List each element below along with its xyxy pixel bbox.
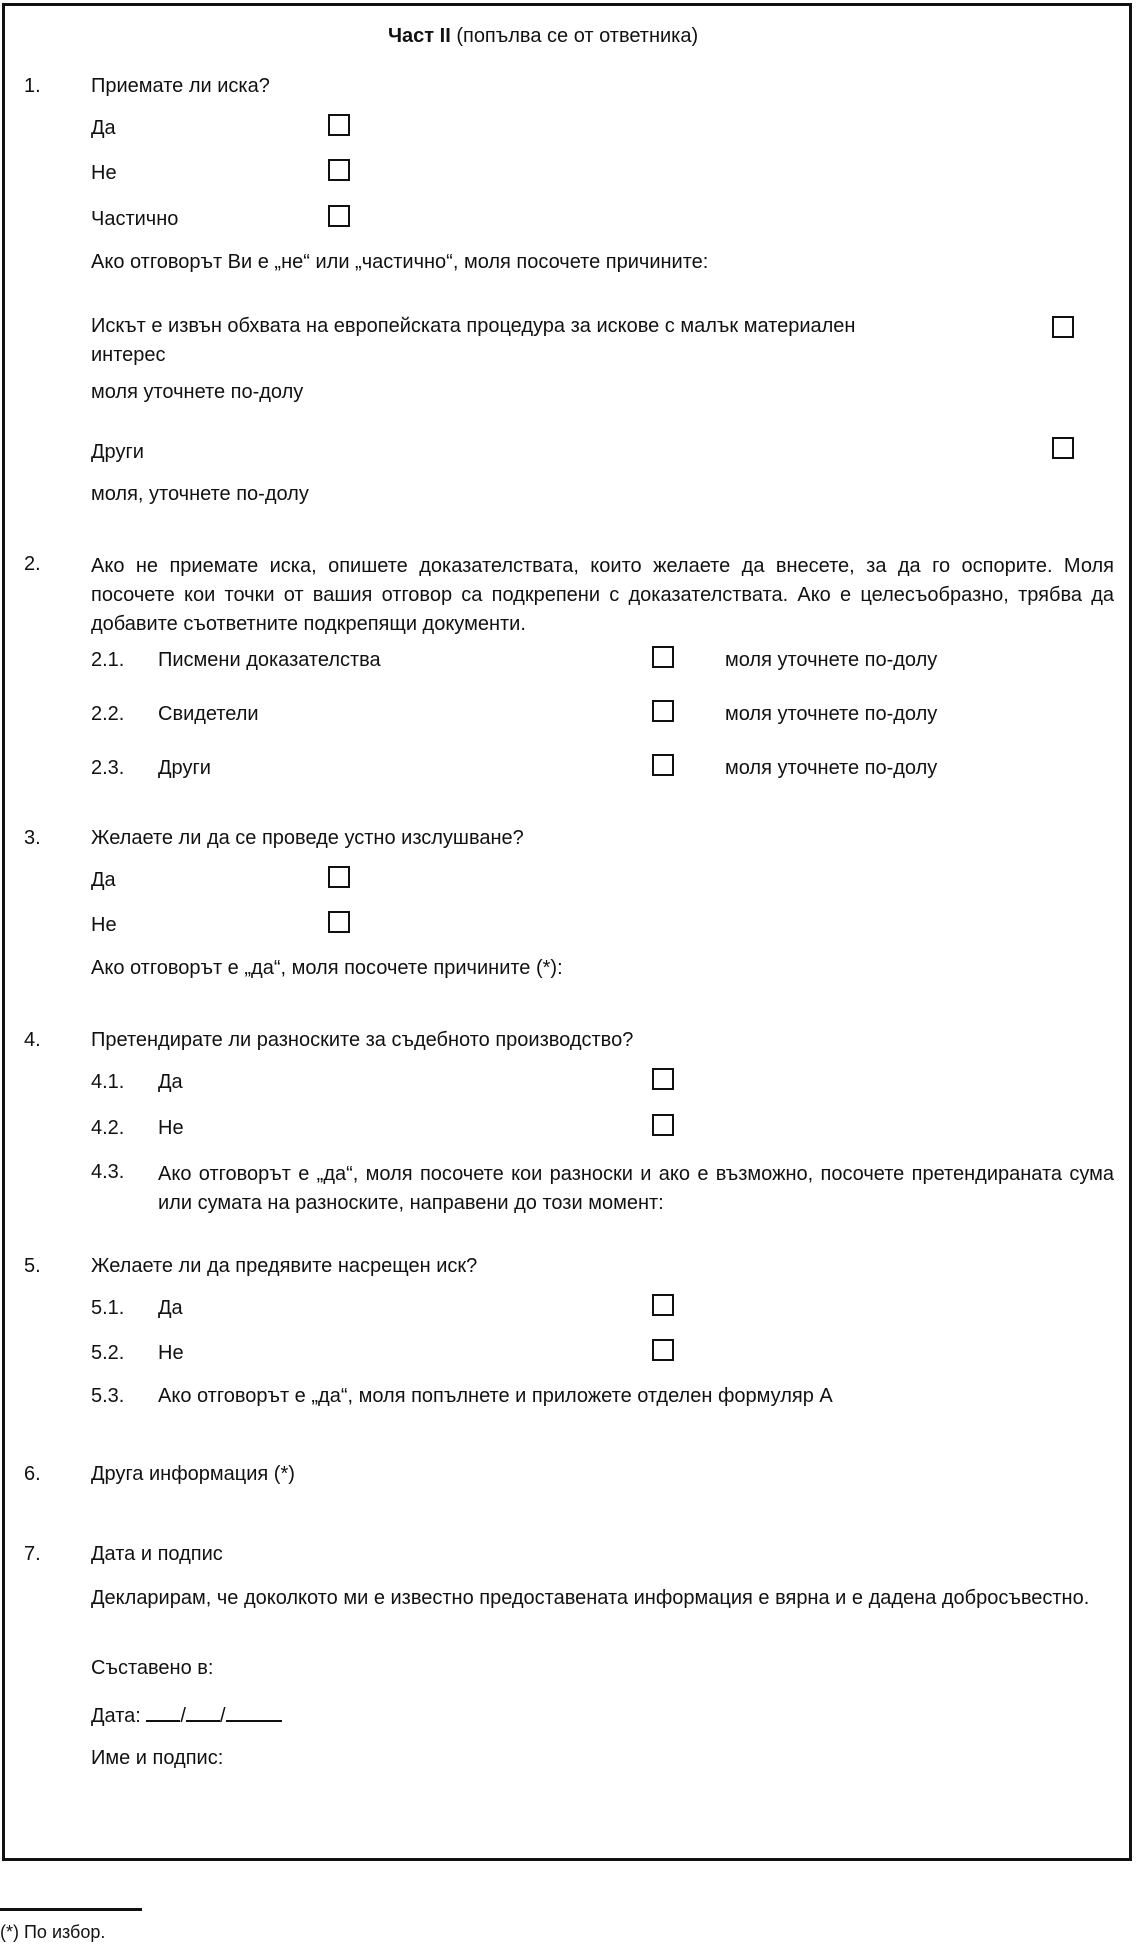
date-separator: / [180,1705,186,1727]
q7-date-field [91,1702,282,1728]
date-day-blank[interactable] [146,1702,180,1722]
q3-option-yes-label: Да [91,869,116,891]
q2-2-number: 2.2. [91,703,125,725]
q3-question: Желаете ли да се проведе устно изслушване? [91,827,524,849]
q5-1-number: 5.1. [91,1297,125,1319]
q7-date-label: Дата: [91,1705,141,1727]
q7-name-label: Име и подпис: [91,1747,224,1769]
q1-partial-checkbox[interactable] [328,205,350,227]
q1-reason-out-of-scope-note: моля уточнете по-долу [91,381,304,403]
q1-reason-out-of-scope: Искът е извън обхвата на европейската процедура за искове с малък материален [91,315,856,337]
q2-2-checkbox[interactable] [652,700,674,722]
q4-2-number: 4.2. [91,1117,125,1139]
q4-3-label: Ако отговорът е „да“, моля посочете кои разноски и ако е възможно, посочете претендираната сума или сумата на разноските, направени до този момент: [158,1163,1114,1214]
q1-reason-out-of-scope-checkbox[interactable] [1052,316,1074,338]
q4-1-number: 4.1. [91,1071,125,1093]
q1-no-checkbox[interactable] [328,159,350,181]
q5-3-number: 5.3. [91,1385,125,1407]
q2-1-number: 2.1. [91,649,125,671]
q6-label: Друга информация (*) [91,1463,295,1485]
q5-1-label: Да [158,1297,183,1319]
q1-reason-other-note: моля, уточнете по-долу [91,483,309,505]
q4-3-number: 4.3. [91,1161,125,1183]
q5-question: Желаете ли да предявите насрещен иск? [91,1255,478,1277]
q1-reason-other: Други [91,441,144,463]
q2-text: Ако не приемате иска, опишете доказателствата, които желаете да внесете, за да го оспорите. Моля посочете кои точки от вашия отговор са подкрепени с доказателствата. Ако е целесъобразно, трябва да добавите съответните подкрепящи документи. [91,555,1114,635]
q2-number: 2. [24,553,41,575]
q2-2-label: Свидетели [158,703,259,725]
q2-3-checkbox[interactable] [652,754,674,776]
q1-reason-other-checkbox[interactable] [1052,437,1074,459]
q2-3-label: Други [158,757,211,779]
date-separator: / [219,1705,226,1727]
q5-3-label: Ако отговорът е „да“, моля попълнете и приложете отделен формуляр А [158,1385,833,1407]
q3-reasons-prompt: Ако отговорът е „да“, моля посочете причините (*): [91,957,563,979]
q5-number: 5. [24,1255,41,1277]
q5-no-checkbox[interactable] [652,1339,674,1361]
q3-number: 3. [24,827,41,849]
q1-question: Приемате ли иска? [91,75,270,97]
q1-reason-out-of-scope-cont: интерес [91,344,166,366]
q5-2-label: Не [158,1342,184,1364]
q3-yes-checkbox[interactable] [328,866,350,888]
title-subtitle: (попълва се от ответника) [450,25,699,47]
form-frame [2,3,1132,1861]
q3-option-no-label: Не [91,914,117,936]
q4-yes-checkbox[interactable] [652,1068,674,1090]
q5-yes-checkbox[interactable] [652,1294,674,1316]
q7-place-label: Съставено в: [91,1657,214,1679]
page-title [388,24,698,48]
date-month-blank[interactable] [186,1702,220,1722]
q4-1-label: Да [158,1071,183,1093]
q4-2-label: Не [158,1117,184,1139]
q2-1-label: Писмени доказателства [158,649,381,671]
title-part: Част II [388,25,451,47]
q2-3-note: моля уточнете по-долу [725,757,938,779]
q2-2-note: моля уточнете по-долу [725,703,938,725]
q1-option-yes-label: Да [91,117,116,139]
q5-2-number: 5.2. [91,1342,125,1364]
q4-question: Претендирате ли разноските за съдебното производство? [91,1029,634,1051]
q7-declaration: Декларирам, че доколкото ми е известно предоставената информация е вярна и е дадена добросъвестно. [91,1587,1090,1609]
q7-number: 7. [24,1543,41,1565]
footnote: (*) По избор. [0,1922,106,1942]
q4-no-checkbox[interactable] [652,1114,674,1136]
date-year-blank[interactable] [226,1702,282,1722]
q1-yes-checkbox[interactable] [328,114,350,136]
q1-option-no-label: Не [91,162,117,184]
q1-reasons-prompt: Ако отговорът Ви е „не“ или „частично“, моля посочете причините: [91,251,709,273]
q1-number: 1. [24,75,41,97]
q3-no-checkbox[interactable] [328,911,350,933]
q2-3-number: 2.3. [91,757,125,779]
q2-1-checkbox[interactable] [652,646,674,668]
footnote-divider [0,1908,142,1911]
q7-label: Дата и подпис [91,1543,223,1565]
q4-number: 4. [24,1029,41,1051]
q6-number: 6. [24,1463,41,1485]
q1-option-partial-label: Частично [91,208,179,230]
q2-1-note: моля уточнете по-долу [725,649,938,671]
